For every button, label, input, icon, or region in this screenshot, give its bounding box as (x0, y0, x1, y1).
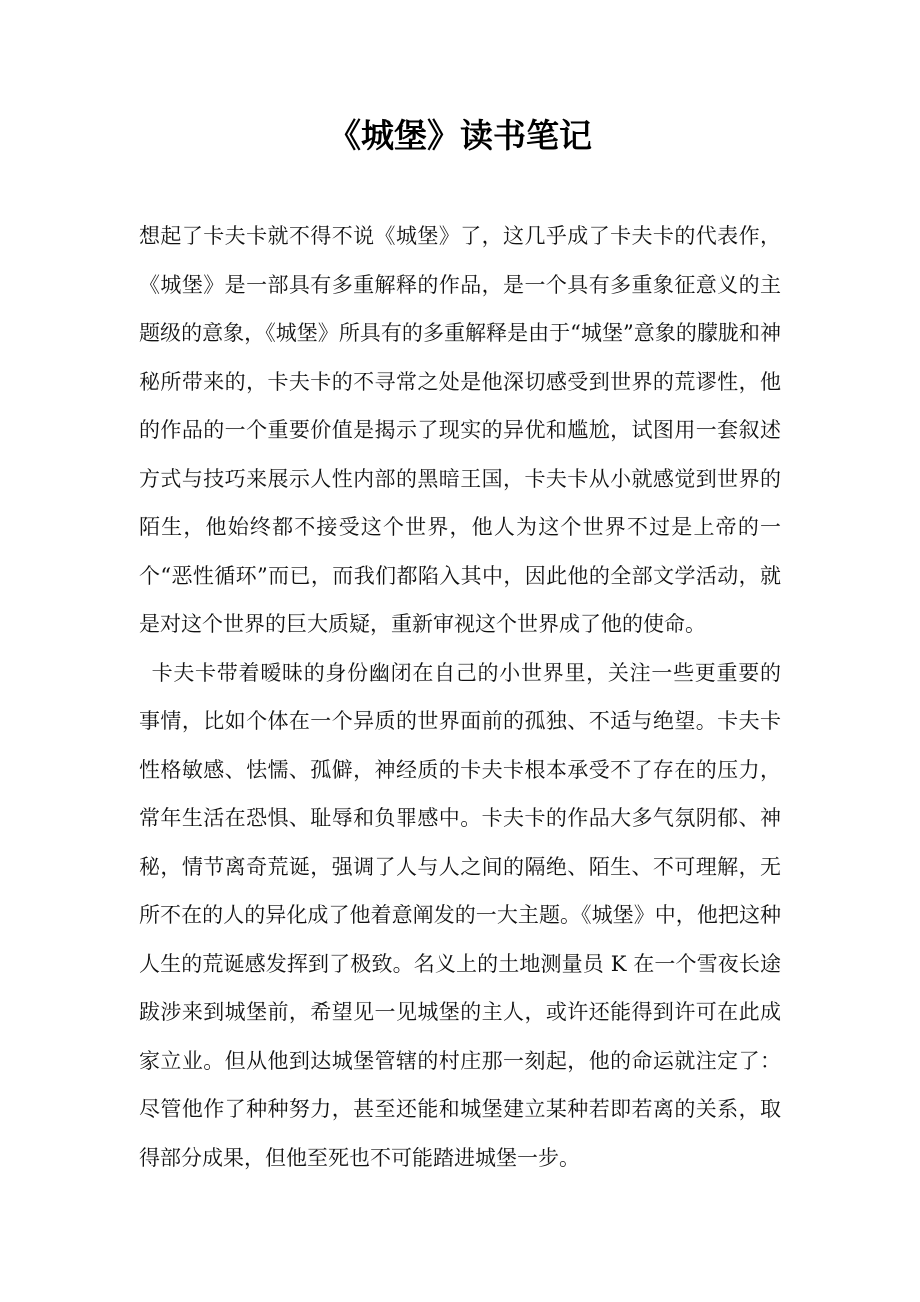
paragraph-1: 想起了卡夫卡就不得不说《城堡》了，这几乎成了卡夫卡的代表作，《城堡》是一部具有多重解释的作品，是一个具有多重象征意义的主题级的意象，《城堡》所具有的多重解释是由于“城堡”意象的朦胧和神秘所带来的，卡夫卡的不寻常之处是他深切感受到世界的荒谬性，他的作品的一个重要价值是揭示了现实的异优和尴尬，试图用一套叙述方式与技巧来展示人性内部的黑暗王国，卡夫卡从小就感觉到世界的陌生，他始终都不接受这个世界，他人为这个世界不过是上帝的一个“恶性循环”而已，而我们都陷入其中，因此他的全部文学活动，就是对这个世界的巨大质疑，重新审视这个世界成了他的使命。 (139, 224, 781, 636)
paragraph-2: 卡夫卡带着暧昧的身份幽闭在自己的小世界里，关注一些更重要的事情，比如个体在一个异质的世界面前的孤独、不适与绝望。卡夫卡性格敏感、怯懦、孤僻，神经质的卡夫卡根本承受不了存在的压力，常年生活在恐惧、耻辱和负罪感中。卡夫卡的作品大多气氛阴郁、神秘，情节离奇荒诞，强调了人与人之间的隔绝、陌生、不可理解，无所不在的人的异化成了他着意阐发的一大主题。《城堡》中，他把这种人生的荒诞感发挥到了极致。名义上的土地测量员 K 在一个雪夜长途跋涉来到城堡前，希望见一见城堡的主人，或许还能得到许可在此成家立业。但从他到达城堡管辖的村庄那一刻起，他的命运就注定了：尽管他作了种种努力，甚至还能和城堡建立某种若即若离的关系，取得部分成果，但他至死也不可能踏进城堡一步。 (139, 660, 781, 1170)
document-title: 《城堡》读书笔记 (328, 116, 592, 155)
document-body (139, 212, 781, 1182)
